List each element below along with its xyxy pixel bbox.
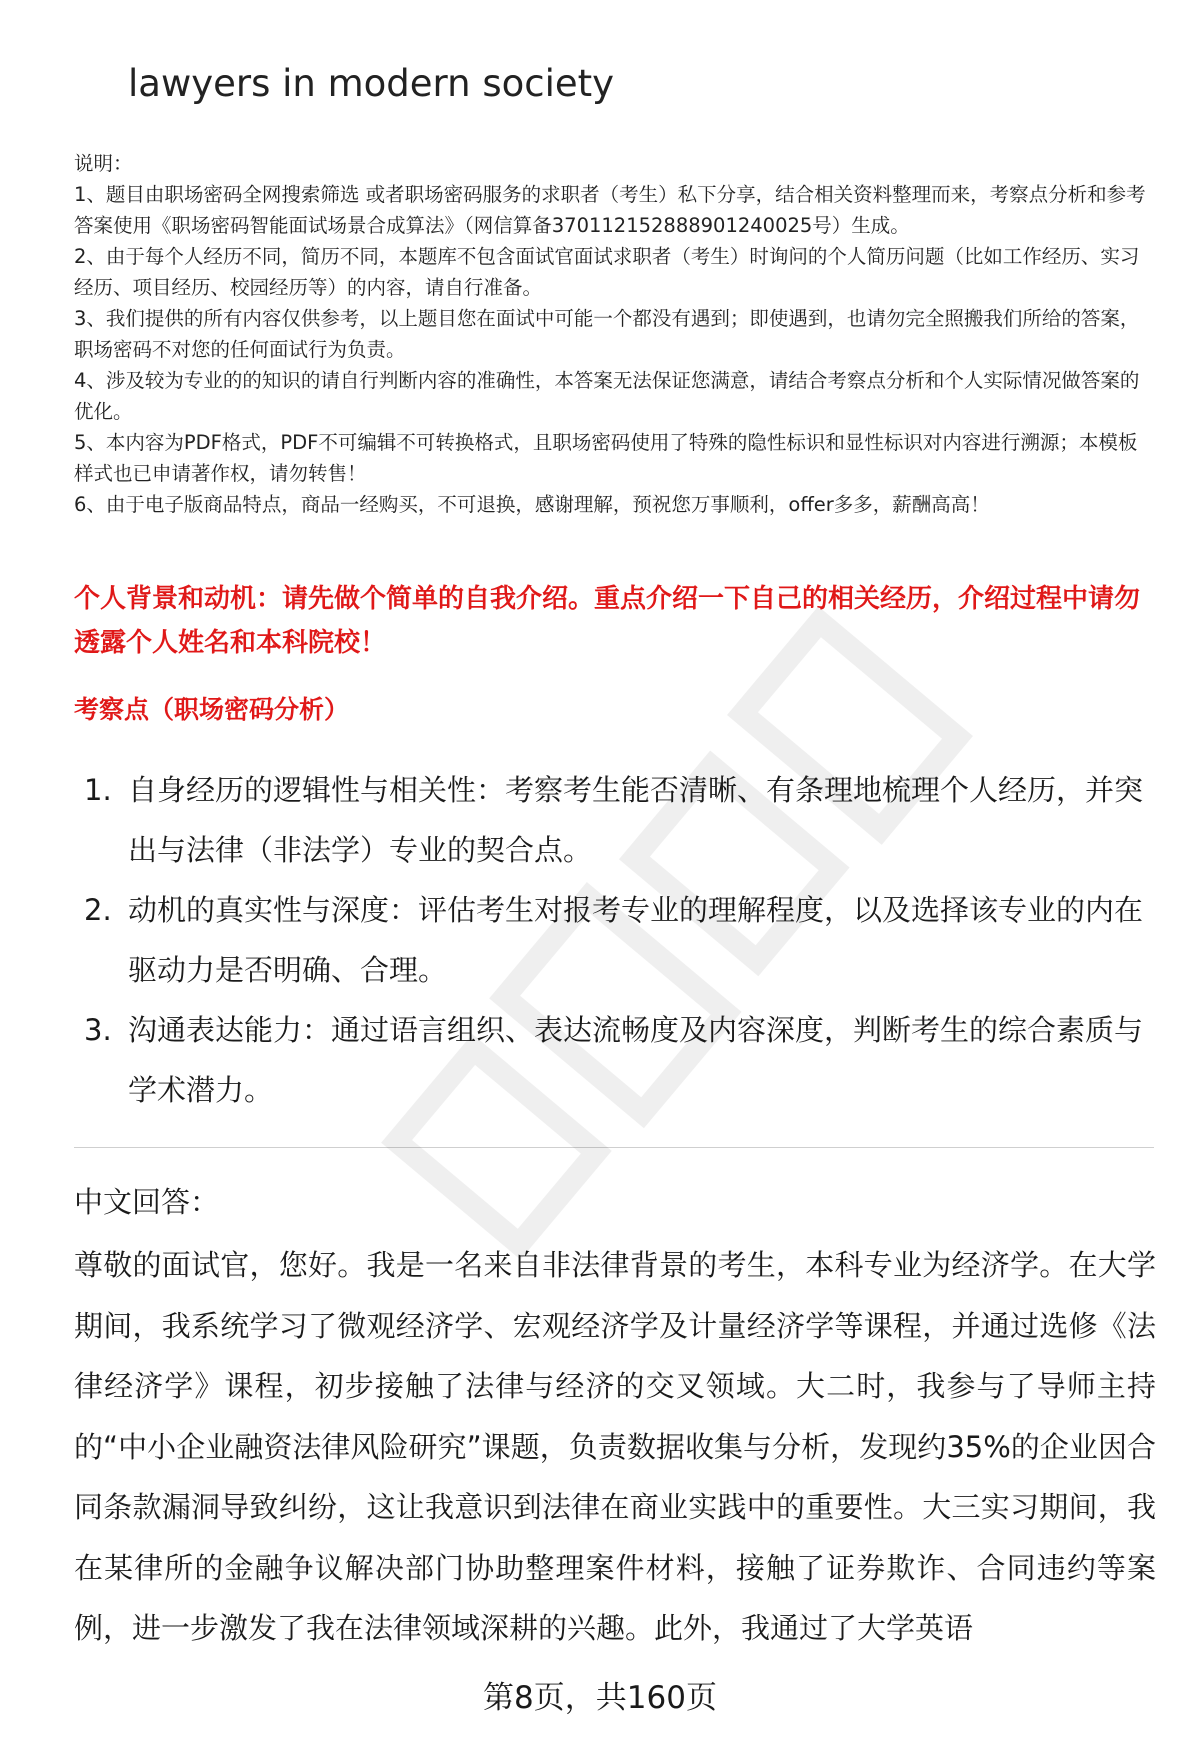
notes-item: 3、我们提供的所有内容仅供参考，以上题目您在面试中可能一个都没有遇到；即使遇到，也请勿完全照搬我们所给的答案，职场密码不对您的任何面试行为负责。 xyxy=(74,307,1140,361)
list-item xyxy=(84,880,1154,1000)
list-number: 1. xyxy=(84,773,112,807)
analysis-heading: 考察点（职场密码分析） xyxy=(74,695,350,724)
list-number: 2. xyxy=(84,893,112,927)
notes-item: 5、本内容为PDF格式，PDF不可编辑不可转换格式，且职场密码使用了特殊的隐性标识和显性标识对内容进行溯源；本模板样式也已申请著作权，请勿转售！ xyxy=(74,431,1138,485)
analysis-points xyxy=(84,760,1154,1120)
question-heading: 个人背景和动机：请先做个简单的自我介绍。重点介绍一下自己的相关经历，介绍过程中请勿透露个人姓名和本科院校！ xyxy=(74,584,1141,658)
list-text: 自身经历的逻辑性与相关性：考察考生能否清晰、有条理地梳理个人经历，并突出与法律（非法学）专业的契合点。 xyxy=(128,773,1144,867)
notes-item: 6、由于电子版商品特点，商品一经购买，不可退换，感谢理解，预祝您万事顺利，offer多多，薪酬高高！ xyxy=(74,493,990,516)
notes-item: 4、涉及较为专业的的知识的请自行判断内容的准确性，本答案无法保证您满意，请结合考察点分析和个人实际情况做答案的优化。 xyxy=(74,369,1140,423)
list-item xyxy=(84,760,1154,880)
page-number: 第8页，共160页 xyxy=(483,1680,717,1716)
answer-label: 中文回答： xyxy=(74,1185,220,1219)
notes-item: 2、由于每个人经历不同，简历不同，本题库不包含面试官面试求职者（考生）时询问的个人简历问题（比如工作经历、实习经历、项目经历、校园经历等）的内容，请自行准备。 xyxy=(74,245,1140,299)
list-number: 3. xyxy=(84,1013,112,1047)
divider xyxy=(74,1147,1154,1148)
list-item xyxy=(84,1000,1154,1120)
list-text: 沟通表达能力：通过语言组织、表达流畅度及内容深度，判断考生的综合素质与学术潜力。 xyxy=(128,1013,1144,1107)
notes-heading: 说明： xyxy=(74,152,133,175)
answer-text: 尊敬的面试官，您好。我是一名来自非法律背景的考生，本科专业为经济学。在大学期间，我系统学习了微观经济学、宏观经济学及计量经济学等课程，并通过选修《法律经济学》课程，初步接触了法律与经济的交叉领域。大二时，我参与了导师主持的“中小企业融资法律风险研究”课题，负责数据收集与分析，发现约35%的企业因合同条款漏洞导致纠纷，这让我意识到法律在商业实践中的重要性。大三实习期间，我在某律所的金融争议解决部门协助整理案件材料，接触了证券欺诈、合同违约等案例，进一步激发了我在法律领域深耕的兴趣。此外，我通过了大学英语 xyxy=(74,1248,1156,1645)
notes-item: 1、题目由职场密码全网搜索筛选 或者职场密码服务的求职者（考生）私下分享，结合相关资料整理而来，考察点分析和参考答案使用《职场密码智能面试场景合成算法》（网信算备370112152888901240025号）生成。 xyxy=(74,183,1146,237)
list-text: 动机的真实性与深度：评估考生对报考专业的理解程度，以及选择该专业的内在驱动力是否明确、合理。 xyxy=(128,893,1144,987)
notes-section xyxy=(74,148,1154,520)
page-title: lawyers in modern society xyxy=(128,62,615,105)
